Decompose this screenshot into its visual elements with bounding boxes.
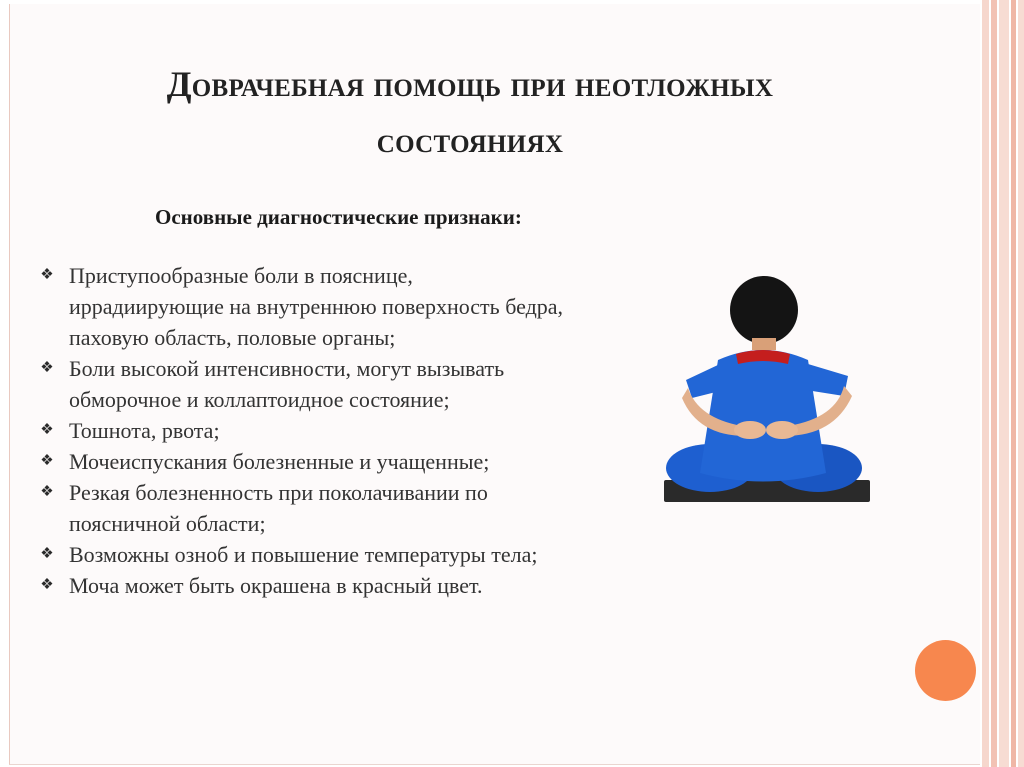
list-item-line: Боли высокой интенсивности, могут вызывать — [69, 356, 505, 381]
list-item-line: Тошнота, рвота; — [69, 418, 220, 443]
list-item — [36, 353, 726, 415]
neck — [752, 338, 776, 350]
list-item-line: Резкая болезненность при поколачивании по — [69, 480, 488, 505]
left-hand — [734, 421, 766, 439]
list-item — [36, 260, 726, 353]
diamond-bullet-icon: ❖ — [40, 577, 54, 593]
orange-circle-decoration — [915, 640, 976, 701]
head-hair — [730, 276, 798, 344]
diamond-bullet-icon: ❖ — [40, 484, 54, 500]
decor-stripe-2 — [991, 0, 997, 767]
list-item-line: Возможны озноб и повышение температуры тела; — [69, 542, 538, 567]
diamond-bullet-icon: ❖ — [40, 546, 54, 562]
decor-stripe-3 — [999, 0, 1009, 767]
list-item-line: Моча может быть окрашена в красный цвет. — [69, 573, 483, 598]
slide-title — [40, 56, 900, 168]
decor-stripe-5 — [1018, 0, 1024, 767]
decor-stripe-1 — [982, 0, 989, 767]
right-hand — [766, 421, 798, 439]
list-item-line: иррадиирующие на внутреннюю поверхность бедра, — [69, 294, 564, 319]
list-item — [36, 415, 726, 446]
list-item-line: поясничной области; — [69, 511, 266, 536]
slide-title-line-2: состояниях — [376, 120, 564, 160]
slide-subtitle: Основные диагностические признаки: — [155, 205, 522, 229]
list-item-line: паховую область, половые органы; — [69, 325, 396, 350]
list-item-line: Приступообразные боли в пояснице, — [69, 263, 413, 288]
decor-stripe-4 — [1011, 0, 1016, 767]
symptom-list — [36, 260, 726, 601]
diamond-bullet-icon: ❖ — [40, 360, 54, 376]
list-item — [36, 539, 726, 570]
diamond-bullet-icon: ❖ — [40, 453, 54, 469]
list-item — [36, 570, 726, 601]
list-item-line: Мочеиспускания болезненные и учащенные; — [69, 449, 490, 474]
list-item — [36, 446, 726, 477]
child-back-pain-illustration — [658, 268, 873, 508]
list-item-line: обморочное и коллаптоидное состояние; — [69, 387, 450, 412]
diamond-bullet-icon: ❖ — [40, 422, 54, 438]
diamond-bullet-icon: ❖ — [40, 267, 54, 283]
list-item — [36, 477, 726, 539]
slide-title-line-1: Доврачебная помощь при неотложных — [166, 64, 774, 104]
